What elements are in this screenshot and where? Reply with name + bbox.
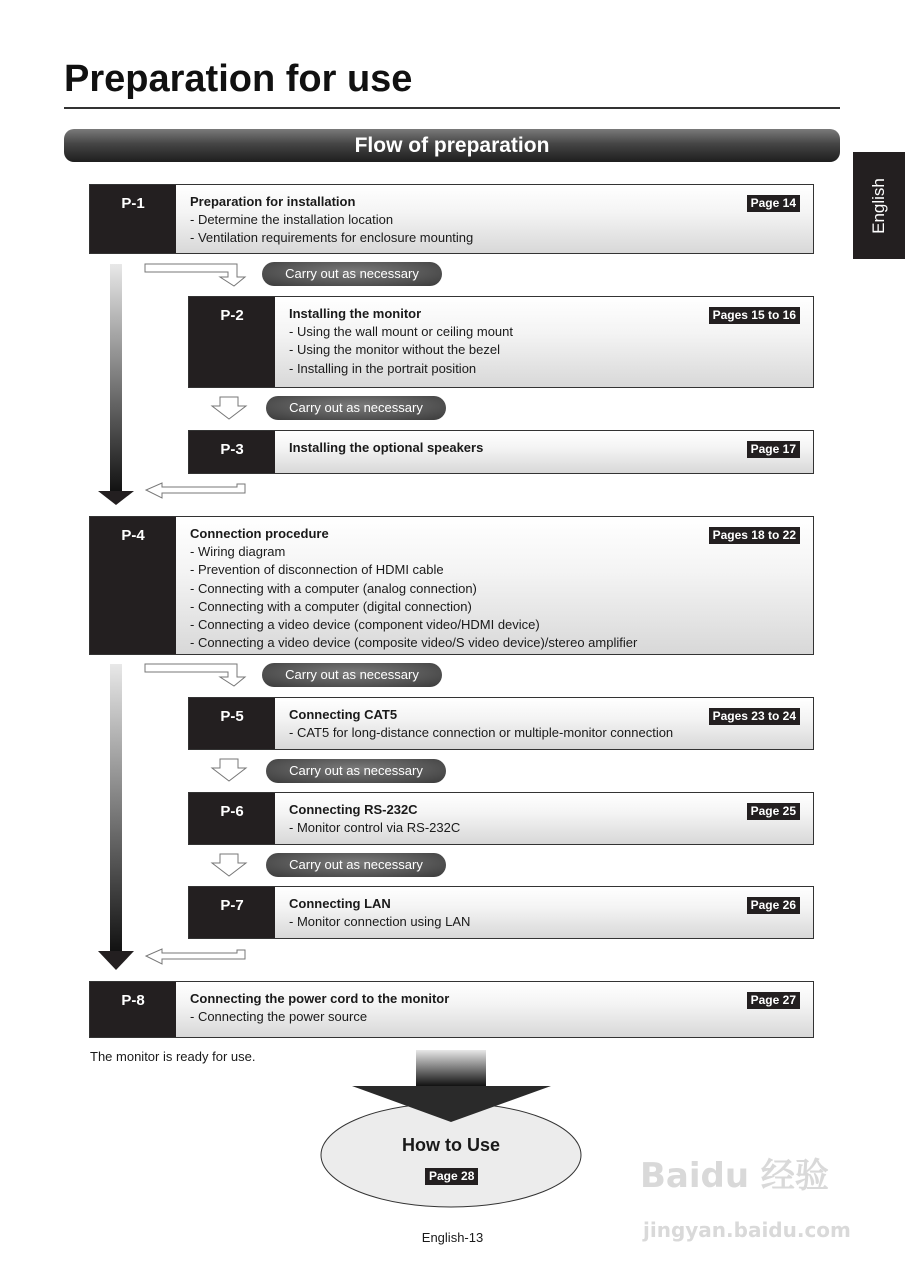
main-flow-arrowhead-1 [98,491,134,505]
watermark-logo: Baidu 经验 [640,1156,829,1196]
how-to-use-page-badge[interactable]: Page 28 [425,1168,478,1185]
step-p2 [188,296,814,388]
step-code: P-8 [90,982,176,1037]
step-item: - Monitor connection using LAN [289,914,471,930]
step-item: - Connecting with a computer (analog connection) [190,580,477,596]
page-number-footer: English-13 [421,1230,484,1245]
return-arrow-left-2 [146,949,245,964]
carry-out-pill-3: Carry out as necessary [262,663,442,687]
step-item: - Connecting a video device (component video/HDMI device) [190,617,540,633]
step-p6 [188,792,814,845]
watermark-url: jingyan.baidu.com [643,1218,851,1242]
step-item: - Determine the installation location [190,212,394,228]
step-item: - Installing in the portrait position [289,360,477,376]
step-item: - Monitor control via RS-232C [289,820,461,836]
step-heading: Connecting LAN [289,896,391,911]
main-flow-arrow-2 [110,664,122,952]
carry-out-pill-5: Carry out as necessary [266,853,446,877]
carry-out-pill-4: Carry out as necessary [266,759,446,783]
step-code: P-3 [189,431,275,473]
carry-out-pill-2: Carry out as necessary [266,396,446,420]
step-item: - Connecting the power source [190,1009,368,1025]
page-reference-badge[interactable]: Pages 18 to 22 [709,527,800,544]
step-heading: Connecting CAT5 [289,707,398,722]
page-title: Preparation for use [64,58,413,100]
main-flow-arrow-1 [110,264,122,492]
step-code: P-6 [189,793,275,844]
branch-arrow-right-2 [145,664,245,686]
step-heading: Connection procedure [190,526,329,541]
how-to-use-title: How to Use [401,1135,500,1155]
step-p4 [89,516,814,655]
return-arrow-left-1 [146,483,245,498]
page-reference-badge[interactable]: Page 25 [747,803,800,820]
carry-out-pill-1: Carry out as necessary [262,262,442,286]
step-p5 [188,697,814,750]
page-reference-badge[interactable]: Pages 23 to 24 [709,708,800,725]
page-reference-badge[interactable]: Page 17 [747,441,800,458]
page-reference-badge[interactable]: Pages 15 to 16 [709,307,800,324]
step-item: - Connecting with a computer (digital connection) [190,598,472,614]
branch-arrow-right-1 [145,264,245,286]
down-arrow-p2-p3 [212,397,246,419]
step-code: P-5 [189,698,275,749]
step-heading: Preparation for installation [190,194,356,209]
page-reference-badge[interactable]: Page 27 [747,992,800,1009]
step-item: - CAT5 for long-distance connection or multiple-monitor connection [289,725,674,741]
step-code: P-7 [189,887,275,938]
ready-text: The monitor is ready for use. [90,1049,256,1064]
step-p3 [188,430,814,474]
step-p7 [188,886,814,939]
step-item: - Prevention of disconnection of HDMI cable [190,562,444,578]
step-heading: Connecting RS-232C [289,802,418,817]
flow-title-bar: Flow of preparation [64,129,840,162]
step-item: - Using the monitor without the bezel [289,342,500,358]
final-arrow-shaft [416,1050,486,1086]
step-code: P-2 [189,297,275,387]
step-p1 [89,184,814,254]
step-heading: Connecting the power cord to the monitor [190,991,450,1006]
step-item: - Wiring diagram [190,544,286,560]
step-item: - Connecting a video device (composite video/S video device)/stereo amplifier [190,635,638,651]
step-heading: Installing the optional speakers [289,440,484,455]
page-reference-badge[interactable]: Page 14 [747,195,800,212]
step-item: - Using the wall mount or ceiling mount [289,324,513,340]
down-arrow-p6-p7 [212,854,246,876]
step-p8 [89,981,814,1038]
step-heading: Installing the monitor [289,306,422,321]
step-code: P-4 [90,517,176,654]
step-item: - Ventilation requirements for enclosure mounting [190,230,474,246]
language-tab-label: English [869,178,888,234]
down-arrow-p5-p6 [212,759,246,781]
page-reference-badge[interactable]: Page 26 [747,897,800,914]
main-flow-arrowhead-2 [98,951,134,970]
step-code: P-1 [90,185,176,253]
